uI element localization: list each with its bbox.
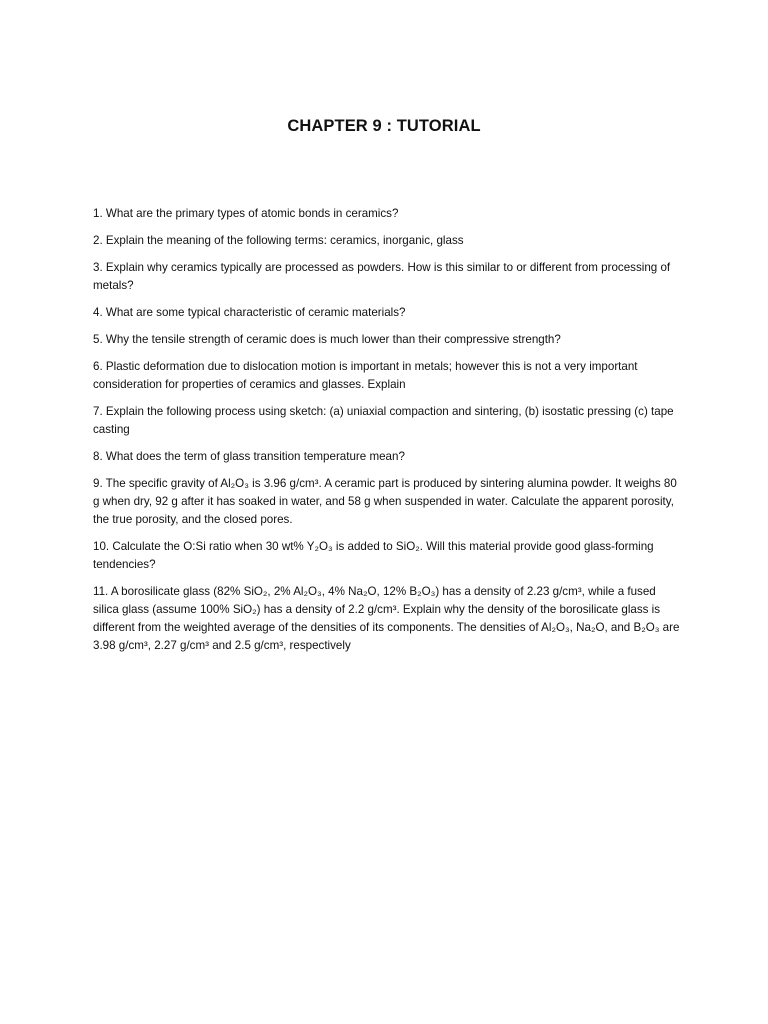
question-3: 3. Explain why ceramics typically are processed as powders. How is this similar to or different from processing of metals? bbox=[93, 261, 671, 292]
question-1: 1. What are the primary types of atomic bonds in ceramics? bbox=[93, 207, 399, 220]
question-9: 9. The specific gravity of Al₂O₃ is 3.96 g/cm³. A ceramic part is produced by sintering alumina powder. It weighs 80 g when dry, 92 g after it has soaked in water, and 58 g when suspended in water. Calculate the apparent porosity, the true porosity, and the closed pores. bbox=[93, 477, 677, 526]
question-8: 8. What does the term of glass transition temperature mean? bbox=[93, 450, 405, 463]
question-list bbox=[93, 205, 683, 664]
question-2: 2. Explain the meaning of the following terms: ceramics, inorganic, glass bbox=[93, 234, 464, 247]
question-5: 5. Why the tensile strength of ceramic does is much lower than their compressive strength? bbox=[93, 333, 561, 346]
question-6: 6. Plastic deformation due to dislocation motion is important in metals; however this is not a very important consideration for properties of ceramics and glasses. Explain bbox=[93, 360, 638, 391]
question-7: 7. Explain the following process using sketch: (a) uniaxial compaction and sintering, (b) isostatic pressing (c) tape casting bbox=[93, 405, 674, 436]
page-title: CHAPTER 9 : TUTORIAL bbox=[287, 117, 481, 135]
question-11: 11. A borosilicate glass (82% SiO₂, 2% Al₂O₃, 4% Na₂O, 12% B₂O₃) has a density of 2.23 g/cm³, while a fused silica glass (assume 100% SiO₂) has a density of 2.2 g/cm³. Explain why the density of the borosilicate glass is different from the weighted average of the densities of its components. The densities of Al₂O₃, Na₂O, and B₂O₃ are 3.98 g/cm³, 2.27 g/cm³ and 2.5 g/cm³, respectively bbox=[93, 585, 680, 652]
question-4: 4. What are some typical characteristic of ceramic materials? bbox=[93, 306, 406, 319]
question-10: 10. Calculate the O:Si ratio when 30 wt% Y₂O₃ is added to SiO₂. Will this material provide good glass-forming tendencies? bbox=[93, 540, 654, 571]
